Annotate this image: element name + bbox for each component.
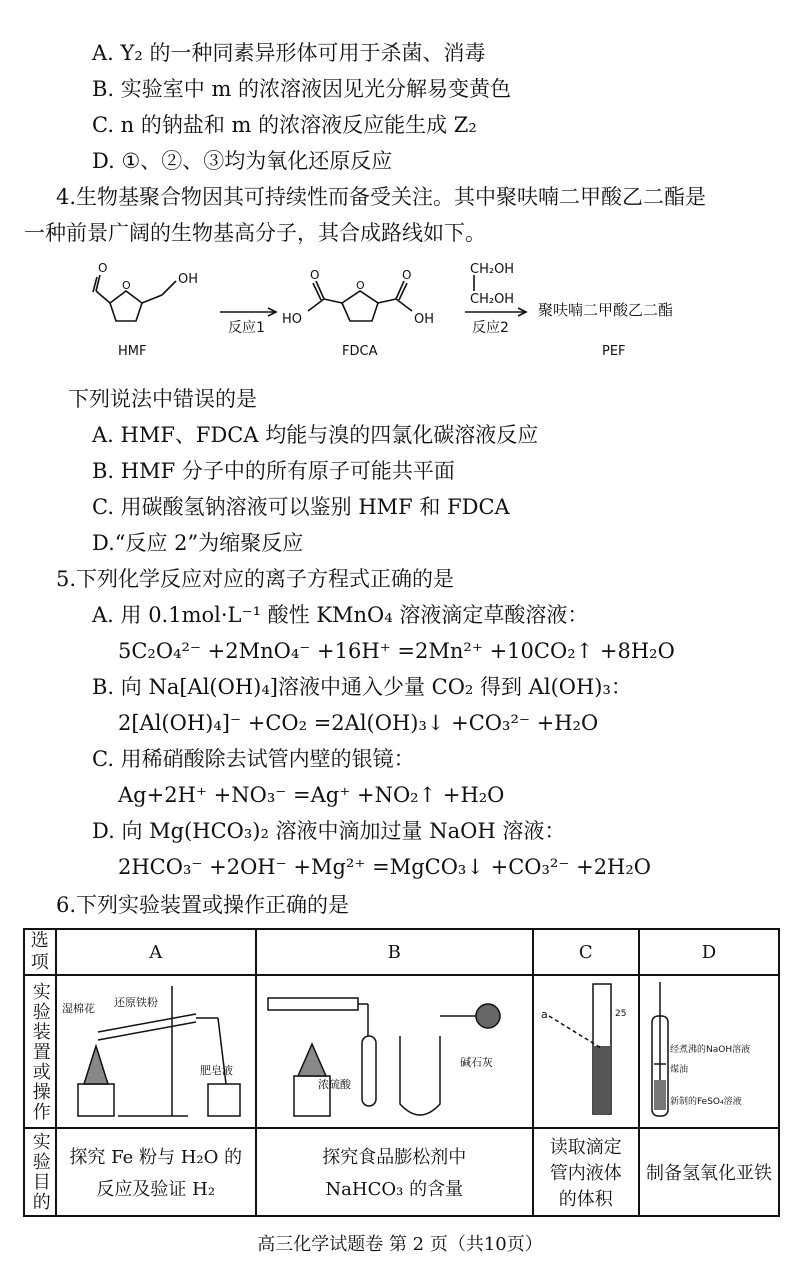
label-feso4: 新制的FeSO₄溶液: [670, 1097, 742, 1107]
purpose-a-line2: 反应及验证 H₂: [96, 1179, 216, 1200]
fdca-ring-o: O: [356, 279, 365, 292]
apparatus-c: [533, 975, 640, 1128]
q5-option-a-equation: 5C₂O₄²⁻ +2MnO₄⁻ +16H⁺ =2Mn²⁺ +10CO₂↑ +8H₂O: [118, 639, 675, 663]
hmf-aldehyde-o: O: [98, 261, 108, 275]
purpose-a-line1: 探究 Fe 粉与 H₂O 的: [69, 1147, 243, 1168]
q4-stem-line2: 一种前景广阔的生物基高分子，其合成路线如下。: [24, 221, 486, 245]
q5-option-d-equation: 2HCO₃⁻ +2OH⁻ +Mg²⁺ =MgCO₃↓ +CO₃²⁻ +2H₂O: [118, 855, 651, 879]
reaction2-label: 反应2: [472, 320, 509, 336]
purpose-b-line1: 探究食品膨松剂中: [322, 1147, 467, 1168]
purpose-c-line1: 读取滴定: [549, 1137, 622, 1158]
apparatus-b: [256, 975, 533, 1128]
label-kerosene: 煤油: [670, 1065, 689, 1075]
purpose-b-line2: NaHCO₃ 的含量: [325, 1179, 464, 1200]
purpose-row: [24, 1128, 779, 1216]
hmf-furan-ring: [110, 291, 142, 321]
hmf-ring-o: O: [122, 279, 131, 292]
header-d: D: [639, 929, 779, 975]
label-conc-sulfuric-acid: 浓硫酸: [318, 1078, 352, 1091]
apparatus-row: [24, 975, 779, 1128]
fdca-ho-label: HO: [282, 312, 303, 327]
header-a: A: [56, 929, 257, 975]
q6-experiment-table: [23, 928, 780, 1217]
q5-stem: 5.下列化学反应对应的离子方程式正确的是: [56, 567, 455, 591]
q4-stem-line1: 4.生物基聚合物因其可持续性而备受关注。其中聚呋喃二甲酸乙二酯是: [56, 185, 707, 209]
reagent-ch2oh-top: CH₂OH: [470, 262, 515, 277]
fdca-label: FDCA: [342, 344, 378, 359]
q4-option-b: B. HMF 分子中的所有原子可能共平面: [92, 459, 455, 483]
table-header-row: [24, 929, 779, 975]
reaction1-label: 反应1: [228, 320, 265, 336]
header-b: B: [256, 929, 533, 975]
purpose-c-line2: 管内液体: [549, 1163, 622, 1184]
fdca-furan-ring: [342, 291, 378, 321]
fdca-right-carbonyl-o: O: [402, 268, 412, 282]
q5-option-b: B. 向 Na[Al(OH)₄]溶液中通入少量 CO₂ 得到 Al(OH)₃：: [92, 675, 632, 699]
q3-option-c: C. n 的钠盐和 m 的浓溶液反应能生成 Z₂: [92, 113, 477, 137]
pef-label: PEF: [602, 344, 626, 359]
q6-stem: 6.下列实验装置或操作正确的是: [56, 893, 350, 917]
apparatus-d: [639, 975, 779, 1128]
apparatus-a: [56, 975, 257, 1128]
fdca-left-carbonyl-o: O: [310, 268, 320, 282]
apparatus-a-drawing: [58, 976, 254, 1122]
purpose-c: [533, 1128, 640, 1216]
apparatus-c-drawing: [535, 976, 637, 1122]
q5-option-c-equation: Ag+2H⁺ +NO₃⁻ =Ag⁺ +NO₂↑ +H₂O: [118, 783, 505, 807]
header-c: C: [533, 929, 640, 975]
label-soda-lime: 碱石灰: [460, 1056, 494, 1069]
q4-option-c: C. 用碳酸氢钠溶液可以鉴别 HMF 和 FDCA: [92, 495, 510, 519]
label-iron-powder: 还原铁粉: [113, 996, 158, 1009]
synthesis-scheme: [70, 255, 770, 380]
q5-option-b-equation: 2[Al(OH)₄]⁻ +CO₂ =2Al(OH)₃↓ +CO₃²⁻ +H₂O: [118, 711, 599, 735]
reagent-ch2oh-bottom: CH₂OH: [470, 292, 515, 307]
q4-prompt: 下列说法中错误的是: [68, 387, 257, 411]
purpose-a: [56, 1128, 257, 1216]
purpose-c-line3: 的体积: [558, 1189, 613, 1210]
q5-option-c: C. 用稀硝酸除去试管内壁的银镜：: [92, 747, 415, 771]
pef-name: 聚呋喃二甲酸乙二酯: [538, 301, 674, 319]
label-scale-25: 25: [614, 1009, 627, 1019]
q4-option-d: D.“反应 2”为缩聚反应: [92, 531, 304, 555]
col-option-label: 选项: [24, 929, 56, 975]
hmf-label: HMF: [118, 344, 147, 359]
col-apparatus-label: 实验装置或操作: [24, 975, 56, 1128]
q4-option-a: A. HMF、FDCA 均能与溴的四氯化碳溶液反应: [92, 423, 539, 447]
q5-option-d: D. 向 Mg(HCO₃)₂ 溶液中滴加过量 NaOH 溶液：: [92, 819, 566, 843]
q5-option-a: A. 用 0.1mol·L⁻¹ 酸性 KMnO₄ 溶液滴定草酸溶液：: [92, 603, 589, 627]
q3-option-b: B. 实验室中 m 的浓溶液因见光分解易变黄色: [92, 77, 512, 101]
col-purpose-label: 实验目的: [24, 1128, 56, 1216]
label-wet-cotton: 湿棉花: [61, 1002, 95, 1015]
label-soap-solution: 肥皂液: [199, 1064, 233, 1077]
label-eye-a: a: [540, 1008, 548, 1021]
label-boiled-naoh: 经煮沸的NaOH溶液: [670, 1045, 751, 1055]
q3-option-a: A. Y₂ 的一种同素异形体可用于杀菌、消毒: [92, 41, 486, 65]
apparatus-b-drawing: [258, 976, 530, 1122]
purpose-d: 制备氢氧化亚铁: [639, 1128, 779, 1216]
page-footer: 高三化学试题卷 第 2 页（共10页）: [257, 1234, 543, 1255]
hmf-oh-label: OH: [178, 272, 199, 287]
purpose-b: [256, 1128, 533, 1216]
fdca-oh-label: OH: [414, 312, 435, 327]
q3-option-d: D. ①、②、③均为氧化还原反应: [92, 149, 393, 173]
apparatus-d-drawing: [640, 976, 778, 1122]
